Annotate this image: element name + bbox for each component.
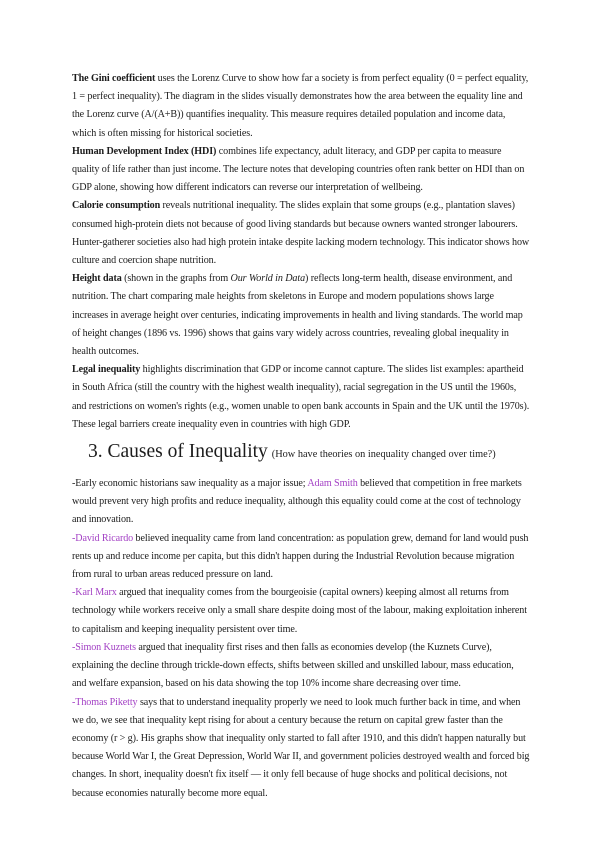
- kuznets-prefix: -: [72, 641, 76, 653]
- measures-section: [72, 70, 530, 434]
- calorie-text: reveals nutritional inequality. The slides explain that some groups (e.g., plantation slaves) consumed high-protein diets not because of good living standards but because owners wanted stronger labourers. Hunter-gatherer societies also had high protein intake despite lacking modern technology. This indicator shows how culture and coercion shape nutrition.: [72, 200, 530, 267]
- ricardo-text: believed inequality came from land concentration: as population grew, demand for land would push rents up and reduce income per capita, but this didn't happen during the Industrial Revolution because migration from rural to urban areas reduced pressure on land.: [72, 532, 529, 581]
- legal-text: highlights discrimination that GDP or income cannot capture. The slides list examples: apartheid in South Africa (still the country with the highest wealth inequality), racial segregation in the US until the 1960s, and restrictions on women's rights (e.g., women unable to open bank accounts in Spain and the UK until the 1970s). These legal barriers create inequality even in countries with high GDP.: [72, 364, 530, 430]
- section-title: 3. Causes of Inequality: [88, 441, 268, 463]
- ricardo-paragraph: [72, 530, 530, 585]
- height-text: ) reflects long-term health, disease environment, and nutrition. The chart comparing male heights from skeletons in Europe and modern populations shows large increases in average height over centuries, indicating improvements in health and living standards. The world map of height changes (1896 vs. 1996) shows that gains vary widely across countries, revealing global inequality in health outcomes.: [72, 273, 523, 358]
- height-paragraph: [72, 270, 530, 361]
- marx-text: argued that inequality comes from the bourgeoisie (capital owners) keeping almost all returns from technology while workers receive only a small share despite doing most of the labour, making exploitation inherent to capitalism and keeping inequality persistent over time.: [72, 587, 527, 635]
- height-term: Height data: [72, 273, 122, 285]
- hdi-text: combines life expectancy, adult literacy, and GDP per capita to measure quality of life rather than just income. The lecture notes that developing countries often rank better on HDI than on GDP alone, showing how different indicators can reverse our interpretation of wellbeing.: [72, 145, 525, 194]
- smith-prefix: -Early economic historians saw inequality as a major issue;: [72, 478, 308, 490]
- smith-paragraph: [72, 475, 530, 530]
- calorie-paragraph: [72, 197, 530, 270]
- marx-paragraph: [72, 584, 530, 639]
- section-heading: [88, 439, 530, 465]
- height-source: Our World in Data: [230, 273, 306, 285]
- legal-paragraph: [72, 361, 530, 434]
- smith-text: believed that competition in free markets would prevent very high profits and reduce inequality, although this equality could come at the cost of technology and innovation.: [72, 478, 522, 526]
- piketty-text: says that to understand inequality properly we need to look much further back in time, and when we do, we see that inequality kept rising for about a century because the return on capital grew faster than the economy (r > g). His graphs show that inequality only started to fall after 1910, and this didn't happen naturally but because World War I, the Great Depression, World War II, and government policies destroyed wealth and forced big changes. In short, inequality doesn't fix itself — it only fell because of huge shocks and political decisions, not because economies naturally become more equal.: [72, 696, 530, 799]
- piketty-name: Thomas Piketty: [75, 696, 138, 708]
- kuznets-text: argued that inequality first rises and then falls as economies develop (the Kuznets Curve), explaining the decline through trickle-down effects, shifts between skilled and unskilled labour, mass education, and welfare expansion, based on his data showing the top 10% income share decreasing over time.: [72, 641, 514, 690]
- section-subtitle: (How have theories on inequality changed over time?): [271, 449, 496, 461]
- piketty-paragraph: [72, 694, 530, 803]
- causes-section: [72, 475, 530, 803]
- gini-paragraph: [72, 70, 530, 143]
- kuznets-paragraph: [72, 639, 530, 694]
- legal-term: Legal inequality: [72, 364, 141, 376]
- piketty-prefix: -: [72, 696, 76, 708]
- gini-term: The Gini coefficient: [72, 73, 156, 84]
- hdi-paragraph: [72, 143, 530, 198]
- marx-prefix: -: [72, 587, 76, 599]
- hdi-term: Human Development Index (HDI): [72, 145, 217, 157]
- ricardo-name: David Ricardo: [75, 532, 134, 544]
- kuznets-name: Simon Kuznets: [75, 641, 136, 653]
- gini-text: uses the Lorenz Curve to show how far a society is from perfect equality (0 = perfect equality, 1 = perfect inequality). The diagram in the slides visually demonstrates how the area between the equality line and the Lorenz curve (A/(A+B)) quantifies inequality. This measure requires detailed population and income data, which is often missing for historical societies.: [72, 73, 529, 139]
- calorie-term: Calorie consumption: [72, 200, 161, 212]
- document-page: [72, 70, 530, 803]
- ricardo-prefix: -: [72, 532, 76, 544]
- height-text-before: (shown in the graphs from: [121, 273, 231, 285]
- marx-name: Karl Marx: [75, 587, 117, 599]
- smith-name: Adam Smith: [307, 478, 358, 490]
